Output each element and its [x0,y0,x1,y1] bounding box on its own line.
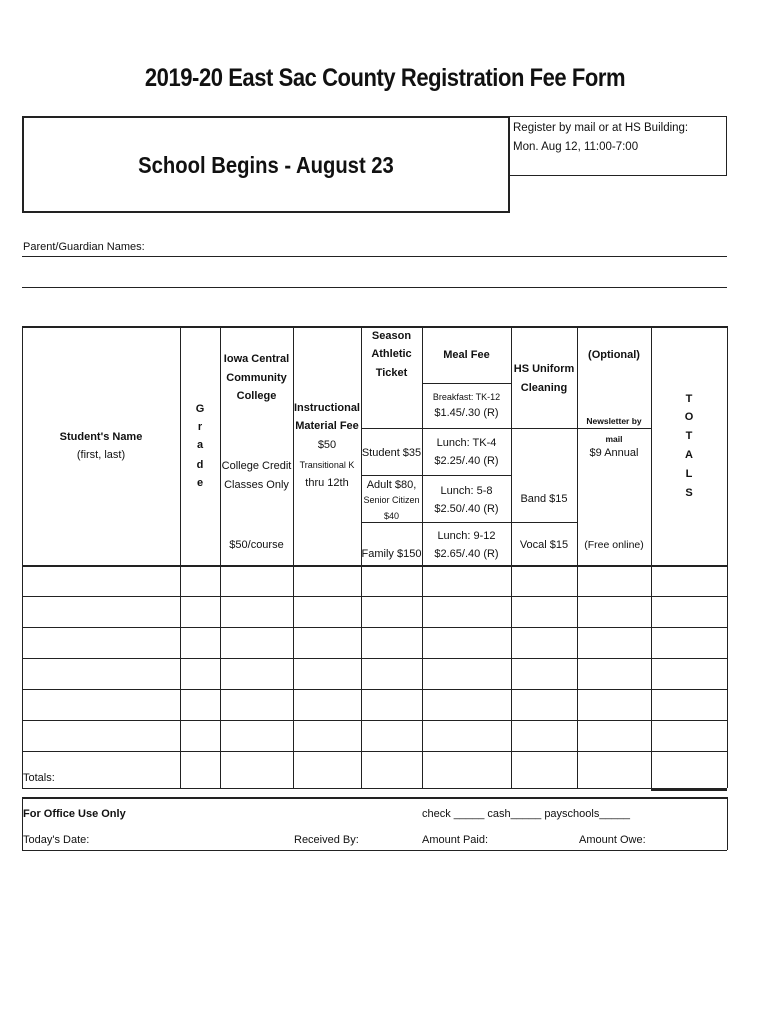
band-price: Band $15 [520,493,568,505]
totals-letter: O [684,411,694,423]
per-course-price: $50/course [229,539,284,551]
totals-letter: T [685,430,693,442]
grade-letter: d [196,459,204,471]
college-credit-text: Classes Only [224,479,289,491]
register-line-2: Mon. Aug 12, 11:00-7:00 [513,141,639,153]
instructional-header: Material Fee [295,420,359,432]
totals-label: Totals: [23,772,55,784]
school-begins-text: School Begins - August 23 [138,152,394,178]
lunch-tk4-price: $2.25/.40 (R) [434,455,499,467]
lunch-912-price: $2.65/.40 (R) [434,548,499,560]
office-box-bottom [22,850,727,851]
instructional-price: $50 [317,439,337,451]
grade-letter: e [196,477,204,489]
row-divider [22,596,727,597]
payment-method-line[interactable]: check _____ cash_____ payschools_____ [422,808,630,820]
amount-owe-label: Amount Owe: [579,834,646,846]
form-title: 2019-20 East Sac County Registration Fee Form [144,64,626,92]
row-divider [22,658,727,659]
column-divider [22,326,23,788]
parent-guardian-label: Parent/Guardian Names: [23,241,145,253]
lunch-58-price: $2.50/.40 (R) [434,503,499,515]
totals-letter: S [685,487,693,499]
uniform-header: HS Uniform [513,363,575,375]
student-name-sub: (first, last) [76,449,126,461]
lunch-58-label: Lunch: 5-8 [440,485,493,497]
meal-fee-header: Meal Fee [443,349,490,361]
register-line-1: Register by mail or at HS Building: [513,122,689,134]
thru-12th: thru 12th [305,477,349,489]
grade-letter: a [196,439,204,451]
school-begins-box [22,116,510,213]
season-ticket-header: Ticket [375,367,408,379]
grade-letter: G [195,403,205,415]
newsletter-label: Newsletter by mail [586,416,642,444]
free-online: (Free online) [584,539,644,551]
office-box-side [727,797,728,850]
newsletter-price: $9 Annual [589,447,639,459]
totals-letter: L [685,468,693,480]
office-box-top [22,797,727,799]
senior-ticket: $40 [383,511,400,521]
parent-name-line-1[interactable] [22,256,727,257]
optional-header: (Optional) [588,349,640,361]
iowa-central-header: Iowa Central [223,353,290,365]
iowa-central-header: Community [226,372,287,384]
student-name-header: Student's Name [59,431,143,443]
season-ticket-header: Season [371,330,412,342]
grade-letter: r [197,421,203,433]
college-credit-text: College Credit [221,460,292,472]
breakfast-label: Breakfast: TK-12 [432,392,501,402]
todays-date-label: Today's Date: [23,834,90,846]
office-use-heading: For Office Use Only [23,808,126,820]
student-ticket: Student $35 [361,447,422,459]
column-divider [180,326,181,788]
totals-letter: T [685,393,693,405]
row-divider [22,689,727,690]
meal-divider [422,383,511,384]
instructional-header: Instructional [293,402,360,414]
lunch-912-label: Lunch: 9-12 [437,530,496,542]
column-divider [293,326,294,788]
adult-ticket: Adult $80, [366,479,417,491]
totals-letter: A [685,449,693,461]
iowa-central-header: College [236,390,277,402]
column-divider [577,326,578,788]
row-divider [22,751,727,752]
received-by-label: Received By: [294,834,359,846]
senior-ticket: Senior Citizen [363,495,420,505]
register-info-box [510,116,727,176]
parent-name-line-2[interactable] [22,287,727,288]
lunch-tk4-label: Lunch: TK-4 [436,437,497,449]
amount-paid-label: Amount Paid: [422,834,489,846]
transitional-k: Transitional K [299,460,355,470]
uniform-header: Cleaning [520,382,568,394]
vocal-price: Vocal $15 [519,539,569,551]
totals-cell-border [651,789,727,791]
column-divider [727,326,728,788]
family-ticket: Family $150 [361,548,422,560]
row-divider [22,720,727,721]
table-bottom-border [22,788,727,789]
breakfast-price: $1.45/.30 (R) [434,407,499,419]
header-bottom-border [22,565,727,567]
row-divider [22,627,727,628]
season-ticket-header: Athletic [371,348,412,360]
